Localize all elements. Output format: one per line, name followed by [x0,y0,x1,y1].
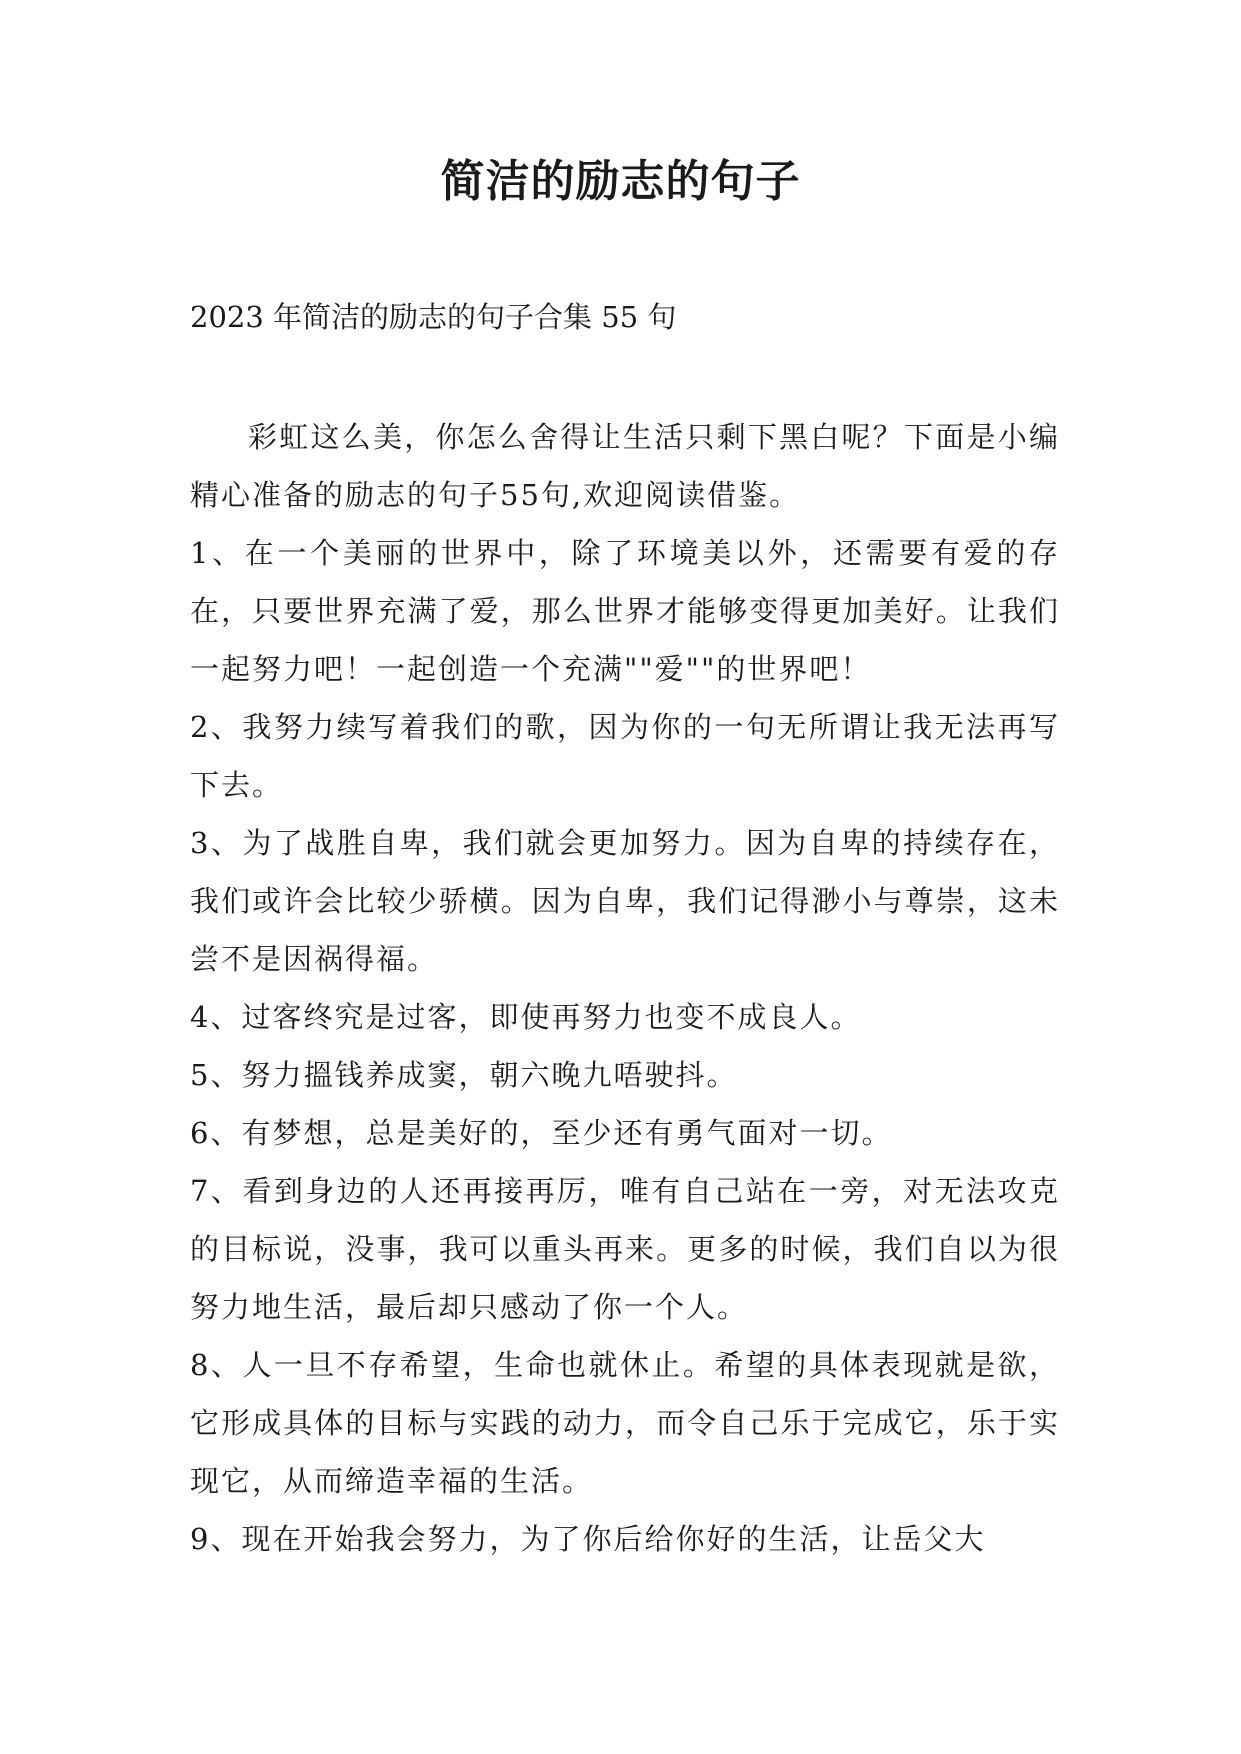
list-item: 7、看到身边的人还再接再厉，唯有自己站在一旁，对无法攻克的目标说，没事，我可以重头再来。更多的时候，我们自以为很努力地生活，最后却只感动了你一个人。 [190,1174,1060,1324]
list-item: 3、为了战胜自卑，我们就会更加努力。因为自卑的持续存在，我们或许会比较少骄横。因为自卑，我们记得渺小与尊崇，这未尝不是因祸得福。 [190,826,1060,976]
document-title: 简洁的励志的句子 [440,156,801,207]
list-item: 4、过客终究是过客，即使再努力也变不成良人。 [190,1000,862,1034]
list-item: 1、在一个美丽的世界中，除了环境美以外，还需要有爱的存在，只要世界充满了爱，那么世界才能够变得更加美好。让我们一起努力吧！一起创造一个充满""爱""的世界吧！ [190,536,1060,686]
document-subtitle: 2023 年简洁的励志的句子合集 55 句 [190,300,677,334]
document-body [190,408,1060,1568]
list-item: 5、努力搵钱养成窦，朝六晚九唔驶抖。 [190,1058,738,1092]
intro-paragraph: 彩虹这么美，你怎么舍得让生活只剩下黑白呢？下面是小编精心准备的励志的句子55句,欢迎阅读借鉴。 [190,420,1060,512]
list-item: 6、有梦想，总是美好的，至少还有勇气面对一切。 [190,1116,893,1150]
list-item: 9、现在开始我会努力，为了你后给你好的生活，让岳父大 [190,1522,986,1556]
list-item: 2、我努力续写着我们的歌，因为你的一句无所谓让我无法再写下去。 [190,710,1060,802]
list-item: 8、人一旦不存希望，生命也就休止。希望的具体表现就是欲，它形成具体的目标与实践的动力，而令自己乐于完成它，乐于实现它，从而缔造幸福的生活。 [190,1348,1060,1498]
